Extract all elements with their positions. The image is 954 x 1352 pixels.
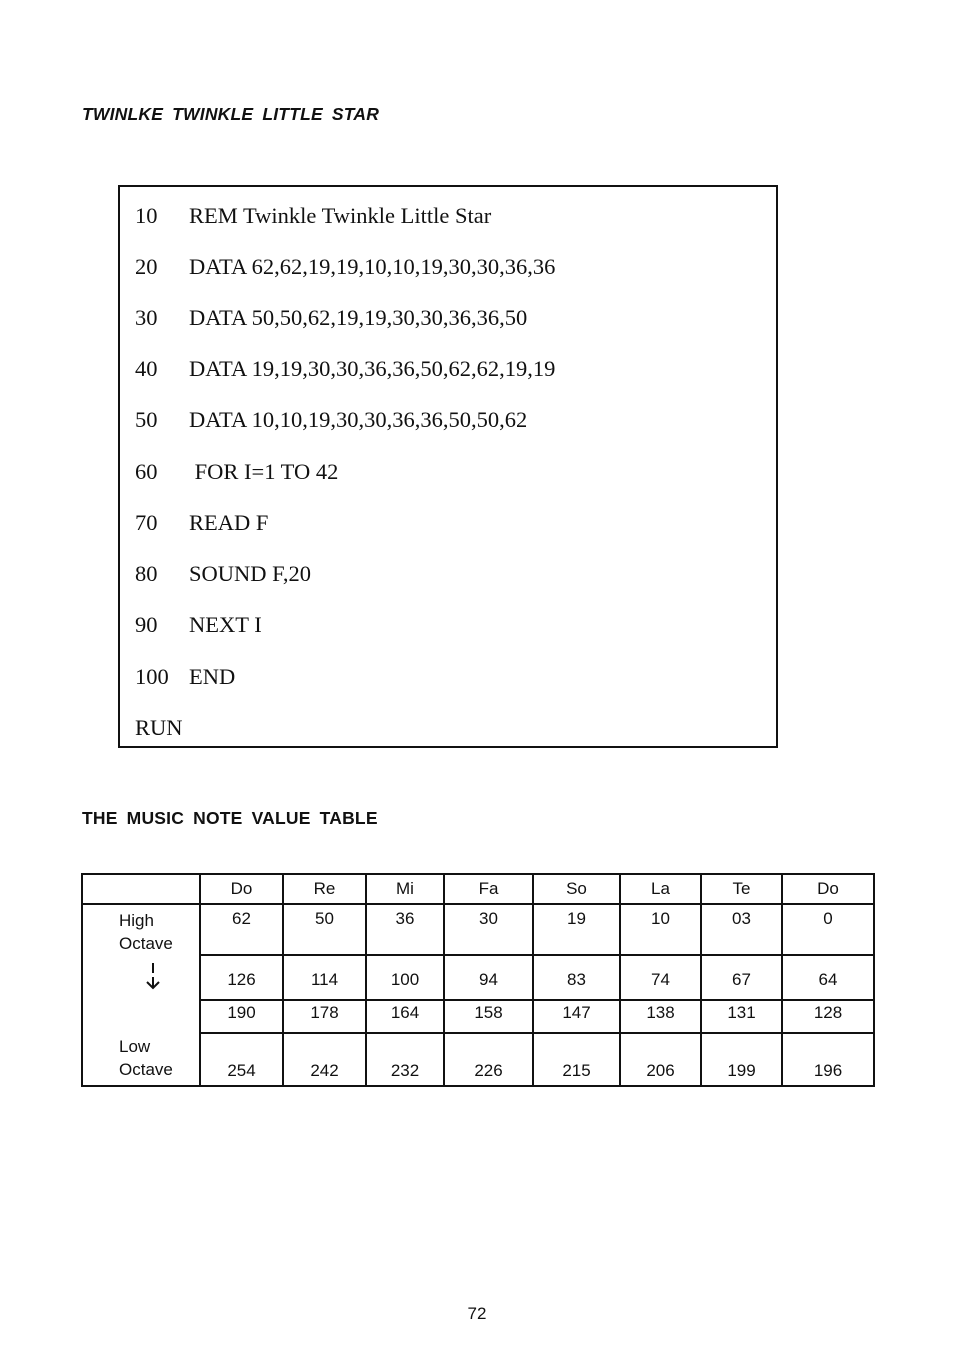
line-number: 30 <box>135 305 158 330</box>
value-cell: 19 <box>533 904 620 955</box>
value-cell: 164 <box>366 1000 444 1033</box>
header-cell: Do <box>782 874 874 904</box>
header-cell: Fa <box>444 874 533 904</box>
statement: DATA 10,10,19,30,30,36,36,50,50,62 <box>189 407 528 432</box>
value-cell: 178 <box>283 1000 366 1033</box>
line-number: 50 <box>135 407 158 432</box>
line-number: 70 <box>135 510 158 535</box>
code-line <box>135 304 528 332</box>
spacer-cell <box>82 1000 200 1033</box>
code-line <box>135 406 528 434</box>
value-cell: 10 <box>620 904 701 955</box>
table-row <box>82 1000 874 1033</box>
label-line: High <box>119 911 154 930</box>
statement: DATA 62,62,19,19,10,10,19,30,30,36,36 <box>189 254 556 279</box>
value-cell: 83 <box>533 955 620 1000</box>
line-number: 20 <box>135 254 158 279</box>
value-cell: 232 <box>366 1033 444 1086</box>
high-octave-label <box>82 904 200 955</box>
code-listing <box>118 185 778 748</box>
page-number: 72 <box>467 1304 487 1323</box>
value-cell: 30 <box>444 904 533 955</box>
label-line: Octave <box>119 1060 173 1079</box>
value-cell: 94 <box>444 955 533 1000</box>
statement: READ F <box>189 510 269 535</box>
statement: DATA 19,19,30,30,36,36,50,62,62,19,19 <box>189 356 556 381</box>
value-cell: 206 <box>620 1033 701 1086</box>
header-row <box>82 874 874 904</box>
value-cell: 138 <box>620 1000 701 1033</box>
header-cell: Te <box>701 874 782 904</box>
value-cell: 215 <box>533 1033 620 1086</box>
value-cell: 64 <box>782 955 874 1000</box>
label-line: Octave <box>119 934 173 953</box>
value-cell: 254 <box>200 1033 283 1086</box>
run-command: RUN <box>135 715 183 740</box>
code-line <box>135 611 262 639</box>
value-cell: 131 <box>701 1000 782 1033</box>
value-cell: 226 <box>444 1033 533 1086</box>
code-line <box>135 253 556 281</box>
code-line <box>135 509 269 537</box>
line-number: 40 <box>135 356 158 381</box>
value-cell: 62 <box>200 904 283 955</box>
table-row <box>82 955 874 1000</box>
value-cell: 196 <box>782 1033 874 1086</box>
value-cell: 147 <box>533 1000 620 1033</box>
arrow-cell <box>82 955 200 1000</box>
line-number: 10 <box>135 203 158 228</box>
value-cell: 126 <box>200 955 283 1000</box>
header-cell: Mi <box>366 874 444 904</box>
value-cell: 50 <box>283 904 366 955</box>
code-line <box>135 355 556 383</box>
value-cell: 67 <box>701 955 782 1000</box>
statement: NEXT I <box>189 612 262 637</box>
code-line <box>135 202 492 230</box>
value-cell: 36 <box>366 904 444 955</box>
statement: FOR I=1 TO 42 <box>189 459 339 484</box>
value-cell: 242 <box>283 1033 366 1086</box>
value-cell: 03 <box>701 904 782 955</box>
code-line <box>135 458 339 486</box>
header-cell: So <box>533 874 620 904</box>
low-octave-label <box>82 1033 200 1086</box>
header-cell: Do <box>200 874 283 904</box>
value-cell: 114 <box>283 955 366 1000</box>
code-line <box>135 714 183 742</box>
value-cell: 74 <box>620 955 701 1000</box>
down-arrow-icon <box>143 961 163 991</box>
table-row <box>82 1033 874 1086</box>
statement: END <box>189 664 236 689</box>
program-title: TWINLKE TWINKLE LITTLE STAR <box>82 104 380 124</box>
value-cell: 190 <box>200 1000 283 1033</box>
line-number: 100 <box>135 664 169 689</box>
line-number: 80 <box>135 561 158 586</box>
header-cell: La <box>620 874 701 904</box>
code-line <box>135 560 311 588</box>
table-title: THE MUSIC NOTE VALUE TABLE <box>82 808 378 828</box>
value-cell: 100 <box>366 955 444 1000</box>
music-note-value-table <box>81 873 875 1087</box>
statement: SOUND F,20 <box>189 561 311 586</box>
statement: REM Twinkle Twinkle Little Star <box>189 203 492 228</box>
code-line <box>135 663 236 691</box>
line-number: 60 <box>135 459 158 484</box>
table-row <box>82 904 874 955</box>
value-cell: 199 <box>701 1033 782 1086</box>
value-cell: 0 <box>782 904 874 955</box>
corner-cell <box>82 874 200 904</box>
header-cell: Re <box>283 874 366 904</box>
value-cell: 158 <box>444 1000 533 1033</box>
statement: DATA 50,50,62,19,19,30,30,36,36,50 <box>189 305 528 330</box>
line-number: 90 <box>135 612 158 637</box>
value-cell: 128 <box>782 1000 874 1033</box>
label-line: Low <box>119 1037 151 1056</box>
